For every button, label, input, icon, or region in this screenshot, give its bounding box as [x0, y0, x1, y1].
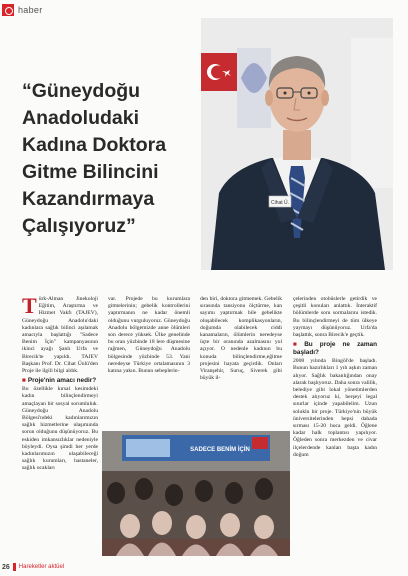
headline-line: Çalışıyoruz” — [22, 215, 136, 237]
text-column-3 — [200, 296, 282, 382]
headline — [22, 78, 202, 240]
footer-divider — [13, 563, 16, 571]
name-badge-text: Cihat Ü. — [270, 200, 290, 206]
page-header — [2, 3, 43, 17]
magazine-logo-icon — [2, 4, 14, 16]
conference-photo — [102, 431, 290, 556]
text-column-4 — [293, 296, 377, 459]
headline-line: Anadoludaki — [22, 107, 140, 129]
bullet-icon: ■ — [22, 377, 26, 385]
body-paragraph: var. Projede bu kurumlara gitmelerinin; gebelik kontrollerini yaptırmanın ne kadar önemli olduğunu vurguluyoruz. Güneydoğu Anadolu bölgemizde anne ölümleri son derece yüksek. Ülke genelinde bu oran yüzbinde 18 lere düşmesine rağmen, Güneydoğu Anadolu bölgesinde yüzbinde 53. Yani neredeyse Türkiye ortalamasının 3 katına yakın. Bunun sebeplerin- — [108, 296, 190, 375]
section-label: haber — [18, 5, 43, 15]
headline-line: Kazandırmaya — [22, 188, 155, 210]
text-column-2 — [108, 296, 190, 375]
page-footer — [2, 563, 64, 571]
text-column-1 — [22, 293, 98, 473]
magazine-name: Hareketler aktüel — [18, 564, 65, 570]
headline-line: “Güneydoğu — [22, 80, 141, 102]
body-paragraph: ürk-Alman Jinekoloji Eğitim, Araştırma ve Hizmet Vakfı (TAJEV), Güneydoğu Anadolu'daki kadınlara sağlık bilinci aşılamak amacıyla başlattığı "Sadece Benim İçin" kampanyasının ikinci ayağı Şanlı Urfa ve Birecik'te yapıldı. TAJEV Başkanı Prof. Dr. Cihat Ünlü'den Proje ile ilgili bilgi aldık. — [22, 296, 98, 375]
conference-illustration — [102, 431, 290, 556]
banner-text: SADECE BENİM İÇİN — [190, 447, 250, 453]
portrait-illustration — [201, 18, 393, 270]
headline-line: Gitme Bilincini — [22, 161, 159, 183]
bullet-icon: ■ — [293, 341, 303, 349]
headline-line: Kadına Doktora — [22, 134, 167, 156]
body-paragraph: çelerinden otobüslerle getirdik ve çeşitli konuları anlattık. İnteraktif bölümlerde soru sormalarını istedik. Bu bilinçlendirmeyi de tüm ülkeye yaymayı düşünüyoruz. Urfa'da başlattık, sonra Birecik'e geçtik. — [293, 296, 377, 339]
subheading: ■ Bu proje ne zaman başladı? — [293, 341, 377, 357]
body-paragraph: 2008 yılında Bingöl'de başladı. Bunun hazırlıkları 1 yılı aşkın zaman alıyor. Sağlık bakanlığından onay alarak başlıyoruz. Daha sonra valilik, belediye gibi lokal yönetimlerden destek alıyoruz ki, herşeyi legal sınırlar içinde yapabilelim. Uzun soluklu bir proje. Türkiye'nin büyük üniversitelerinden hepsi dahada sırması 15-20 hoca geldi. Öğlene kadar halk toplantısı yapılıyor. Öğleden sonra merkezden ve civar ilçelerdende kanları başta kadın doğum — [293, 358, 377, 458]
page-number: 26 — [2, 563, 10, 571]
portrait-photo — [201, 18, 393, 270]
body-paragraph: den biri, doktora gitmemek. Gebelik sırasında tansiyonu ölçtürme, kan sayımı yaptırmak bile gebelikte oluşabilecek komplikasyonların, doğumda olabilecek ciddi kanamaların, ölümlerin neredeyse üçte bir oranında azalmasını yol açıyor. O nedenle kadının bu konuda bilinçlendirme,eğitme projesini hayata geçirdik. Onları Viranşehir, Suruç, Siverek gibi büyük il- — [200, 296, 282, 382]
body-paragraph: Bu özellikle kırsal kesimdeki kadın bilinçlendirmeyi amaçlayan bir sosyal sorumluluk. Güneydoğu Anadolu Bölgesi'ndeki kadınlarımızın sağlık hizmetlerine ulaşımında sorun olduğunu düşünüyoruz. Bu eskiden imkansızlıklar nedeniyle böyleydi. Oysa şimdi her yerde kadınlarımızın ulaşabileceği sağlık kurumları, hastaneler, sağlık ocakları — [22, 386, 98, 472]
subheading: ■ Proje'nin amacı nedir? — [22, 377, 97, 385]
drop-cap: T — [22, 293, 37, 318]
